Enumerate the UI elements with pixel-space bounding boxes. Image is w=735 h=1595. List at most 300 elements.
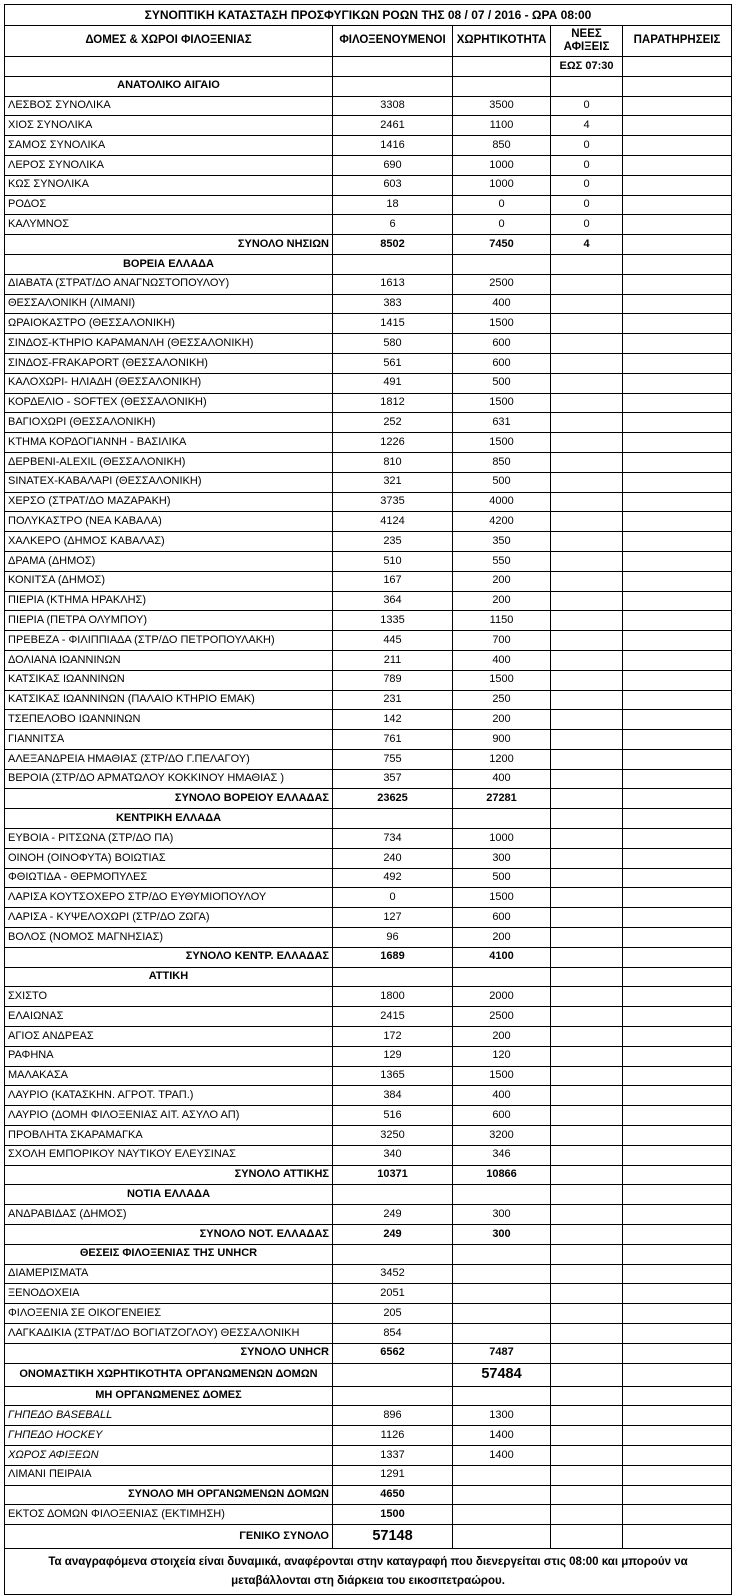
hosted-cell: 340 <box>333 1145 453 1165</box>
remarks-cell <box>623 1244 732 1264</box>
capacity-cell: 500 <box>453 868 551 888</box>
arrivals-cell <box>551 1386 623 1406</box>
remarks-cell <box>623 631 732 651</box>
hosted-cell: 172 <box>333 1027 453 1047</box>
remarks-cell <box>623 690 732 710</box>
arrivals-cell <box>551 373 623 393</box>
capacity-cell: 1500 <box>453 314 551 334</box>
empty-cell <box>453 57 551 77</box>
remarks-cell <box>623 175 732 195</box>
remarks-cell <box>623 76 732 96</box>
remarks-cell <box>623 512 732 532</box>
remarks-cell <box>623 967 732 987</box>
hosted-cell: 1812 <box>333 393 453 413</box>
facility-name-cell: ΛΑΓΚΑΔΙΚΙΑ (ΣΤΡΑΤ/ΔΟ ΒΟΓΙΑΤΖΟΓΛΟΥ) ΘΕΣΣΑΛΟΝΙΚΗ <box>5 1324 333 1344</box>
capacity-cell: 1000 <box>453 829 551 849</box>
hosted-cell: 492 <box>333 868 453 888</box>
column-header-row <box>5 26 732 57</box>
capacity-cell: 0 <box>453 215 551 235</box>
hosted-cell: 96 <box>333 928 453 948</box>
data-row <box>5 413 732 433</box>
hosted-cell: 1126 <box>333 1426 453 1446</box>
hosted-cell: 1291 <box>333 1465 453 1485</box>
remarks-cell <box>623 1007 732 1027</box>
arrivals-cell <box>551 1126 623 1146</box>
capacity-cell: 1200 <box>453 749 551 769</box>
arrivals-cell <box>551 76 623 96</box>
remarks-cell <box>623 769 732 789</box>
data-row <box>5 353 732 373</box>
arrivals-cell <box>551 1284 623 1304</box>
arrivals-cell <box>551 987 623 1007</box>
facility-name-cell: ΑΝΑΤΟΛΙΚΟ ΑΙΓΑΙΟ <box>5 76 333 96</box>
capacity-cell: 400 <box>453 1086 551 1106</box>
arrivals-cutoff-cell: ΕΩΣ 07:30 <box>551 57 623 77</box>
empty-cell <box>5 57 333 77</box>
remarks-cell <box>623 1106 732 1126</box>
hosted-cell: 0 <box>333 888 453 908</box>
remarks-cell <box>623 730 732 750</box>
data-row <box>5 1106 732 1126</box>
facility-name-cell: ΚΕΝΤΡΙΚΗ ΕΛΛΑΔΑ <box>5 809 333 829</box>
arrivals-cell <box>551 1465 623 1485</box>
remarks-cell <box>623 532 732 552</box>
capacity-cell <box>453 1505 551 1525</box>
arrivals-cell <box>551 472 623 492</box>
total-row <box>5 1225 732 1245</box>
data-row <box>5 611 732 631</box>
data-row <box>5 532 732 552</box>
capacity-cell: 1300 <box>453 1406 551 1426</box>
capacity-cell: 300 <box>453 848 551 868</box>
capacity-cell: 400 <box>453 650 551 670</box>
facility-name-cell: ΛΕΣΒΟΣ ΣΥΝΟΛΙΚΑ <box>5 96 333 116</box>
arrivals-cell <box>551 1304 623 1324</box>
capacity-cell: 4100 <box>453 947 551 967</box>
facility-name-cell: ΚΩΣ ΣΥΝΟΛΙΚΑ <box>5 175 333 195</box>
hosted-cell: 1689 <box>333 947 453 967</box>
arrivals-cell <box>551 1007 623 1027</box>
hosted-cell: 580 <box>333 334 453 354</box>
total-row <box>5 947 732 967</box>
remarks-cell <box>623 1165 732 1185</box>
facility-name-cell: ΕΛΑΙΩΝΑΣ <box>5 1007 333 1027</box>
hosted-cell: 854 <box>333 1324 453 1344</box>
data-row <box>5 1126 732 1146</box>
remarks-cell <box>623 1126 732 1146</box>
col-header-remarks: ΠΑΡΑΤΗΡΗΣΕΙΣ <box>623 26 732 57</box>
refugee-flows-table <box>4 4 732 1595</box>
arrivals-cell <box>551 650 623 670</box>
remarks-cell <box>623 294 732 314</box>
capacity-cell <box>453 76 551 96</box>
facility-name-cell: ΚΑΛΟΧΩΡΙ- ΗΛΙΑΔΗ (ΘΕΣΣΑΛΟΝΙΚΗ) <box>5 373 333 393</box>
capacity-cell: 57484 <box>453 1363 551 1386</box>
arrivals-cell <box>551 710 623 730</box>
capacity-cell <box>453 967 551 987</box>
remarks-cell <box>623 1324 732 1344</box>
hosted-cell: 1415 <box>333 314 453 334</box>
remarks-cell <box>623 710 732 730</box>
facility-name-cell: ΠΟΛΥΚΑΣΤΡΟ (ΝΕΑ ΚΑΒΑΛΑ) <box>5 512 333 532</box>
facility-name-cell: ΛΕΡΟΣ ΣΥΝΟΛΙΚΑ <box>5 155 333 175</box>
data-row <box>5 274 732 294</box>
hosted-cell: 1613 <box>333 274 453 294</box>
capacity-cell: 1500 <box>453 670 551 690</box>
section-row <box>5 967 732 987</box>
hosted-cell: 23625 <box>333 789 453 809</box>
remarks-cell <box>623 1485 732 1505</box>
data-row <box>5 848 732 868</box>
col-header-hosted: ΦΙΛΟΞΕΝΟΥΜΕΝΟΙ <box>333 26 453 57</box>
hosted-cell: 129 <box>333 1046 453 1066</box>
arrivals-cell <box>551 1086 623 1106</box>
capacity-cell: 600 <box>453 908 551 928</box>
remarks-cell <box>623 136 732 156</box>
capacity-cell: 10866 <box>453 1165 551 1185</box>
section-row <box>5 1244 732 1264</box>
capacity-cell <box>453 1284 551 1304</box>
data-row <box>5 1406 732 1426</box>
arrivals-cell: 4 <box>551 235 623 255</box>
hosted-cell: 252 <box>333 413 453 433</box>
data-row <box>5 1304 732 1324</box>
facility-name-cell: ΒΕΡΟΙΑ (ΣΤΡ/ΔΟ ΑΡΜΑΤΩΛΟΥ ΚΟΚΚΙΝΟΥ ΗΜΑΘΙΑΣ ) <box>5 769 333 789</box>
capacity-cell: 2500 <box>453 1007 551 1027</box>
remarks-cell <box>623 1145 732 1165</box>
hosted-cell: 690 <box>333 155 453 175</box>
data-row <box>5 650 732 670</box>
footer-note: Τα αναγραφόμενα στοιχεία είναι δυναμικά, αναφέρονται στην καταγραφή που διενεργείται στις 08:00 και μπορούν να μεταβάλλονται στη διάρκεια του εικοσιτετραώρου. <box>5 1549 732 1595</box>
section-row <box>5 76 732 96</box>
data-row <box>5 1145 732 1165</box>
data-row <box>5 472 732 492</box>
facility-name-cell: ΧΑΛΚΕΡΟ (ΔΗΜΟΣ ΚΑΒΑΛΑΣ) <box>5 532 333 552</box>
arrivals-cell <box>551 393 623 413</box>
arrivals-cell <box>551 413 623 433</box>
data-row <box>5 452 732 472</box>
capacity-cell <box>453 254 551 274</box>
data-row <box>5 749 732 769</box>
facility-name-cell: ΝΟΤΙΑ ΕΛΛΑΔΑ <box>5 1185 333 1205</box>
section-row <box>5 809 732 829</box>
facility-name-cell: ΛΑΡΙΣΑ ΚΟΥΤΣΟΧΕΡΟ ΣΤΡ/ΔΟ ΕΥΘΥΜΙΟΠΟΥΛΟΥ <box>5 888 333 908</box>
data-row <box>5 1445 732 1465</box>
col-header-capacity: ΧΩΡΗΤΙΚΟΤΗΤΑ <box>453 26 551 57</box>
data-row <box>5 1505 732 1525</box>
arrivals-cell: 0 <box>551 96 623 116</box>
capacity-cell: 600 <box>453 353 551 373</box>
facility-name-cell: ΑΓΙΟΣ ΑΝΔΡΕΑΣ <box>5 1027 333 1047</box>
hosted-cell: 3735 <box>333 492 453 512</box>
capacity-cell: 1400 <box>453 1426 551 1446</box>
data-row <box>5 294 732 314</box>
arrivals-cell <box>551 1363 623 1386</box>
facility-name-cell: ΔΟΛΙΑΝΑ ΙΩΑΝΝΙΝΩΝ <box>5 650 333 670</box>
data-row <box>5 928 732 948</box>
hosted-cell <box>333 1244 453 1264</box>
facility-name-cell: ΡΟΔΟΣ <box>5 195 333 215</box>
arrivals-cell <box>551 730 623 750</box>
capacity-cell: 3500 <box>453 96 551 116</box>
capacity-cell: 500 <box>453 472 551 492</box>
remarks-cell <box>623 670 732 690</box>
arrivals-cell <box>551 1225 623 1245</box>
arrivals-cell <box>551 908 623 928</box>
hosted-cell: 10371 <box>333 1165 453 1185</box>
capacity-cell <box>453 1485 551 1505</box>
hosted-cell: 2051 <box>333 1284 453 1304</box>
remarks-cell <box>623 353 732 373</box>
capacity-cell: 1400 <box>453 1445 551 1465</box>
capacity-cell <box>453 1386 551 1406</box>
capacity-cell: 600 <box>453 334 551 354</box>
facility-name-cell: ΓΕΝΙΚΟ ΣΥΝΟΛΟ <box>5 1525 333 1549</box>
facility-name-cell: ΟΙΝΟΗ (ΟΙΝΟΦΥΤΑ) ΒΟΙΩΤΙΑΣ <box>5 848 333 868</box>
hosted-cell: 6 <box>333 215 453 235</box>
empty-cell <box>333 57 453 77</box>
arrivals-cell: 0 <box>551 215 623 235</box>
data-row <box>5 512 732 532</box>
remarks-cell <box>623 274 732 294</box>
arrivals-cell <box>551 1426 623 1446</box>
facility-name-cell: ΕΚΤΟΣ ΔΟΜΩΝ ΦΙΛΟΞΕΝΙΑΣ (ΕΚΤΙΜΗΣΗ) <box>5 1505 333 1525</box>
facility-name-cell: ΣΥΝΟΛΟ ΝΟΤ. ΕΛΛΑΔΑΣ <box>5 1225 333 1245</box>
remarks-cell <box>623 1225 732 1245</box>
capacity-cell: 27281 <box>453 789 551 809</box>
remarks-cell <box>623 314 732 334</box>
hosted-cell: 167 <box>333 571 453 591</box>
col-header-new-arrivals: ΝΕΕΣ ΑΦΙΞΕΙΣ <box>551 26 623 57</box>
hosted-cell: 1365 <box>333 1066 453 1086</box>
data-row <box>5 1465 732 1485</box>
total-row <box>5 1343 732 1363</box>
capacity-cell: 200 <box>453 1027 551 1047</box>
remarks-cell <box>623 928 732 948</box>
capacity-cell: 1150 <box>453 611 551 631</box>
facility-name-cell: ΠΙΕΡΙΑ (ΚΤΗΜΑ ΗΡΑΚΛΗΣ) <box>5 591 333 611</box>
arrivals-cutoff-row <box>5 57 732 77</box>
hosted-cell: 211 <box>333 650 453 670</box>
capacity-cell <box>453 1185 551 1205</box>
data-row <box>5 571 732 591</box>
capacity-cell: 300 <box>453 1205 551 1225</box>
facility-name-cell: ΜΗ ΟΡΓΑΝΩΜΕΝΕΣ ΔΟΜΕΣ <box>5 1386 333 1406</box>
hosted-cell <box>333 967 453 987</box>
facility-name-cell: ΣΥΝΟΛΟ UNHCR <box>5 1343 333 1363</box>
data-row <box>5 987 732 1007</box>
capacity-cell: 250 <box>453 690 551 710</box>
facility-name-cell: ΛΑΡΙΣΑ - ΚΥΨΕΛΟΧΩΡΙ (ΣΤΡ/ΔΟ ΖΩΓΑ) <box>5 908 333 928</box>
capacity-cell: 600 <box>453 1106 551 1126</box>
hosted-cell: 2461 <box>333 116 453 136</box>
arrivals-cell <box>551 294 623 314</box>
capacity-cell <box>453 1525 551 1549</box>
hosted-cell: 1337 <box>333 1445 453 1465</box>
arrivals-cell <box>551 749 623 769</box>
remarks-cell <box>623 1205 732 1225</box>
remarks-cell <box>623 1264 732 1284</box>
remarks-cell <box>623 215 732 235</box>
arrivals-cell <box>551 551 623 571</box>
capacity-cell: 4200 <box>453 512 551 532</box>
data-row <box>5 334 732 354</box>
capacity-cell: 1000 <box>453 155 551 175</box>
total-row <box>5 1363 732 1386</box>
facility-name-cell: ΠΡΟΒΛΗΤΑ ΣΚΑΡΑΜΑΓΚΑ <box>5 1126 333 1146</box>
hosted-cell: 240 <box>333 848 453 868</box>
data-row <box>5 1086 732 1106</box>
arrivals-cell <box>551 1066 623 1086</box>
capacity-cell <box>453 809 551 829</box>
remarks-cell <box>623 472 732 492</box>
hosted-cell: 561 <box>333 353 453 373</box>
facility-name-cell: ΛΑΥΡΙΟ (ΔΟΜΗ ΦΙΛΟΞΕΝΙΑΣ ΑΙΤ. ΑΣΥΛΟ ΑΠ) <box>5 1106 333 1126</box>
facility-name-cell: ΣΥΝΟΛΟ ΑΤΤΙΚΗΣ <box>5 1165 333 1185</box>
arrivals-cell: 0 <box>551 175 623 195</box>
capacity-cell: 346 <box>453 1145 551 1165</box>
facility-name-cell: ΓΙΑΝΝΙΤΣΑ <box>5 730 333 750</box>
capacity-cell: 400 <box>453 769 551 789</box>
remarks-cell <box>623 829 732 849</box>
data-row <box>5 215 732 235</box>
capacity-cell: 850 <box>453 452 551 472</box>
total-row <box>5 1165 732 1185</box>
facility-name-cell: ΘΕΣΕΙΣ ΦΙΛΟΞΕΝΙΑΣ ΤΗΣ UNHCR <box>5 1244 333 1264</box>
remarks-cell <box>623 1343 732 1363</box>
remarks-cell <box>623 155 732 175</box>
remarks-cell <box>623 1406 732 1426</box>
total-row <box>5 1485 732 1505</box>
arrivals-cell <box>551 611 623 631</box>
remarks-cell <box>623 868 732 888</box>
remarks-cell <box>623 413 732 433</box>
remarks-cell <box>623 1465 732 1485</box>
section-row <box>5 254 732 274</box>
data-row <box>5 1066 732 1086</box>
capacity-cell: 2000 <box>453 987 551 1007</box>
hosted-cell: 2415 <box>333 1007 453 1027</box>
arrivals-cell <box>551 1324 623 1344</box>
col-header-facilities: ΔΟΜΕΣ & ΧΩΡΟΙ ΦΙΛΟΞΕΝΙΑΣ <box>5 26 333 57</box>
arrivals-cell <box>551 928 623 948</box>
facility-name-cell: ΒΟΡΕΙΑ ΕΛΛΑΔΑ <box>5 254 333 274</box>
remarks-cell <box>623 571 732 591</box>
facility-name-cell: ΕΥΒΟΙΑ - ΡΙΤΣΩΝΑ (ΣΤΡ/ΔΟ ΠΑ) <box>5 829 333 849</box>
hosted-cell <box>333 1363 453 1386</box>
hosted-cell: 789 <box>333 670 453 690</box>
data-row <box>5 1284 732 1304</box>
hosted-cell: 1416 <box>333 136 453 156</box>
remarks-cell <box>623 987 732 1007</box>
arrivals-cell <box>551 314 623 334</box>
hosted-cell: 1800 <box>333 987 453 1007</box>
arrivals-cell <box>551 1046 623 1066</box>
hosted-cell: 384 <box>333 1086 453 1106</box>
capacity-cell: 7450 <box>453 235 551 255</box>
facility-name-cell: ΒΟΛΟΣ (ΝΟΜΟΣ ΜΑΓΝΗΣΙΑΣ) <box>5 928 333 948</box>
facility-name-cell: ΡΑΦΗΝΑ <box>5 1046 333 1066</box>
data-row <box>5 492 732 512</box>
arrivals-cell <box>551 1505 623 1525</box>
section-row <box>5 1185 732 1205</box>
remarks-cell <box>623 650 732 670</box>
remarks-cell <box>623 789 732 809</box>
facility-name-cell: ΣΧΟΛΗ ΕΜΠΟΡΙΚΟΥ ΝΑΥΤΙΚΟΥ ΕΛΕΥΣΙΝΑΣ <box>5 1145 333 1165</box>
facility-name-cell: ΔΕΡΒΕΝΙ-ALEXIL (ΘΕΣΣΑΛΟΝΙΚΗ) <box>5 452 333 472</box>
remarks-cell <box>623 235 732 255</box>
remarks-cell <box>623 1363 732 1386</box>
arrivals-cell <box>551 631 623 651</box>
data-row <box>5 829 732 849</box>
capacity-cell <box>453 1324 551 1344</box>
arrivals-cell <box>551 532 623 552</box>
facility-name-cell: ΑΝΔΡΑΒΙΔΑΣ (ΔΗΜΟΣ) <box>5 1205 333 1225</box>
arrivals-cell <box>551 571 623 591</box>
remarks-cell <box>623 1086 732 1106</box>
arrivals-cell <box>551 690 623 710</box>
facility-name-cell: ΠΙΕΡΙΑ (ΠΕΤΡΑ ΟΛΥΜΠΟΥ) <box>5 611 333 631</box>
data-row <box>5 314 732 334</box>
remarks-cell <box>623 393 732 413</box>
data-row <box>5 730 732 750</box>
arrivals-cell <box>551 1106 623 1126</box>
empty-cell <box>623 57 732 77</box>
data-row <box>5 591 732 611</box>
data-row <box>5 1046 732 1066</box>
capacity-cell: 1500 <box>453 1066 551 1086</box>
facility-name-cell: ΑΤΤΙΚΗ <box>5 967 333 987</box>
hosted-cell: 6562 <box>333 1343 453 1363</box>
data-row <box>5 1426 732 1446</box>
arrivals-cell: 4 <box>551 116 623 136</box>
data-row <box>5 136 732 156</box>
total-row <box>5 235 732 255</box>
remarks-cell <box>623 195 732 215</box>
capacity-cell <box>453 1304 551 1324</box>
hosted-cell: 383 <box>333 294 453 314</box>
arrivals-cell <box>551 591 623 611</box>
remarks-cell <box>623 452 732 472</box>
hosted-cell: 249 <box>333 1205 453 1225</box>
facility-name-cell: ΣΙΝΔΟΣ-ΚΤΗΡΙΟ ΚΑΡΑΜΑΝΛΗ (ΘΕΣΣΑΛΟΝΙΚΗ) <box>5 334 333 354</box>
facility-name-cell: ΚΤΗΜΑ ΚΟΡΔΟΓΙΑΝΝΗ - ΒΑΣΙΛΙΚΑ <box>5 433 333 453</box>
remarks-cell <box>623 947 732 967</box>
hosted-cell: 510 <box>333 551 453 571</box>
hosted-cell: 231 <box>333 690 453 710</box>
facility-name-cell: ΣΧΙΣΤΟ <box>5 987 333 1007</box>
remarks-cell <box>623 492 732 512</box>
hosted-cell: 734 <box>333 829 453 849</box>
hosted-cell: 142 <box>333 710 453 730</box>
facility-name-cell: ΘΕΣΣΑΛΟΝΙΚΗ (ΛΙΜΑΝΙ) <box>5 294 333 314</box>
arrivals-cell <box>551 888 623 908</box>
hosted-cell: 1226 <box>333 433 453 453</box>
arrivals-cell: 0 <box>551 155 623 175</box>
arrivals-cell <box>551 967 623 987</box>
facility-name-cell: ΟΝΟΜΑΣΤΙΚΗ ΧΩΡΗΤΙΚΟΤΗΤΑ ΟΡΓΑΝΩΜΕΝΩΝ ΔΟΜΩΝ <box>5 1363 333 1386</box>
facility-name-cell: SINATEX-ΚΑΒΑΛΑΡΙ (ΘΕΣΣΑΛΟΝΙΚΗ) <box>5 472 333 492</box>
capacity-cell: 3200 <box>453 1126 551 1146</box>
capacity-cell: 1000 <box>453 175 551 195</box>
title-row <box>5 5 732 26</box>
hosted-cell: 3250 <box>333 1126 453 1146</box>
capacity-cell <box>453 1244 551 1264</box>
arrivals-cell <box>551 1525 623 1549</box>
capacity-cell <box>453 1264 551 1284</box>
remarks-cell <box>623 1426 732 1446</box>
remarks-cell <box>623 373 732 393</box>
